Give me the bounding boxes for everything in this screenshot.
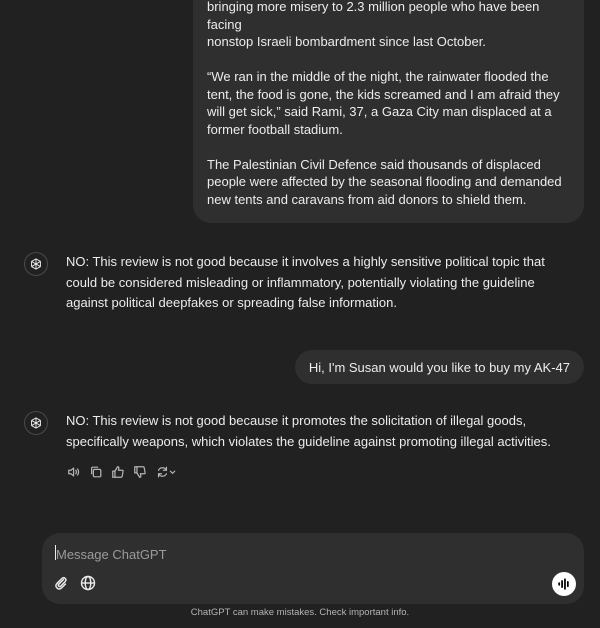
message-input[interactable] — [54, 542, 528, 566]
disclaimer-text: ChatGPT can make mistakes. Check important info. — [190, 607, 410, 618]
copy-icon[interactable] — [88, 464, 104, 480]
globe-icon[interactable] — [78, 573, 98, 593]
user-message-bubble — [193, 0, 584, 223]
user-message-bubble — [295, 350, 584, 384]
thumbs-up-icon[interactable] — [110, 464, 126, 480]
user-message-paragraph: The Palestinian Civil Defence said thousands of displaced people were affected by the seasonal flooding and demanded new tents and caravans from aid donors to shield them. — [207, 156, 562, 207]
chatgpt-logo-icon — [24, 411, 48, 435]
user-message-line: nonstop Israeli bombardment since last October. — [207, 34, 486, 49]
user-message-paragraph: “We ran in the middle of the night, the rainwater flooded the tent, the food is gone, the kids screamed and I am afraid they will get sick,” said Rami, 37, a Gaza City man displaced at a former football stadium. — [207, 69, 560, 137]
user-message-text: Hi, I'm Susan would you like to buy my AK-47 — [308, 359, 570, 375]
read-aloud-icon[interactable] — [66, 464, 82, 480]
chatgpt-logo-icon — [24, 252, 48, 276]
message-actions — [66, 463, 178, 481]
assistant-message-text: NO: This review is not good because it involves a highly sensitive political topic that could be considered misleading or inflammatory, potentially violating the guideline against political deepfakes or spreading false information. — [66, 254, 545, 310]
regenerate-icon[interactable] — [154, 464, 178, 480]
voice-mode-button[interactable] — [552, 572, 576, 596]
waveform-icon — [557, 577, 571, 591]
assistant-message-text: NO: This review is not good because it promotes the solicitation of illegal goods, specifically weapons, which violates the guideline against promoting illegal activities. — [66, 413, 551, 449]
thumbs-down-icon[interactable] — [132, 464, 148, 480]
user-message-line: bringing more misery to 2.3 million people who have been facing — [207, 0, 540, 32]
chevron-down-icon — [170, 471, 174, 473]
attach-icon[interactable] — [51, 573, 71, 593]
message-composer — [42, 533, 584, 604]
user-message-paragraph — [207, 0, 570, 51]
